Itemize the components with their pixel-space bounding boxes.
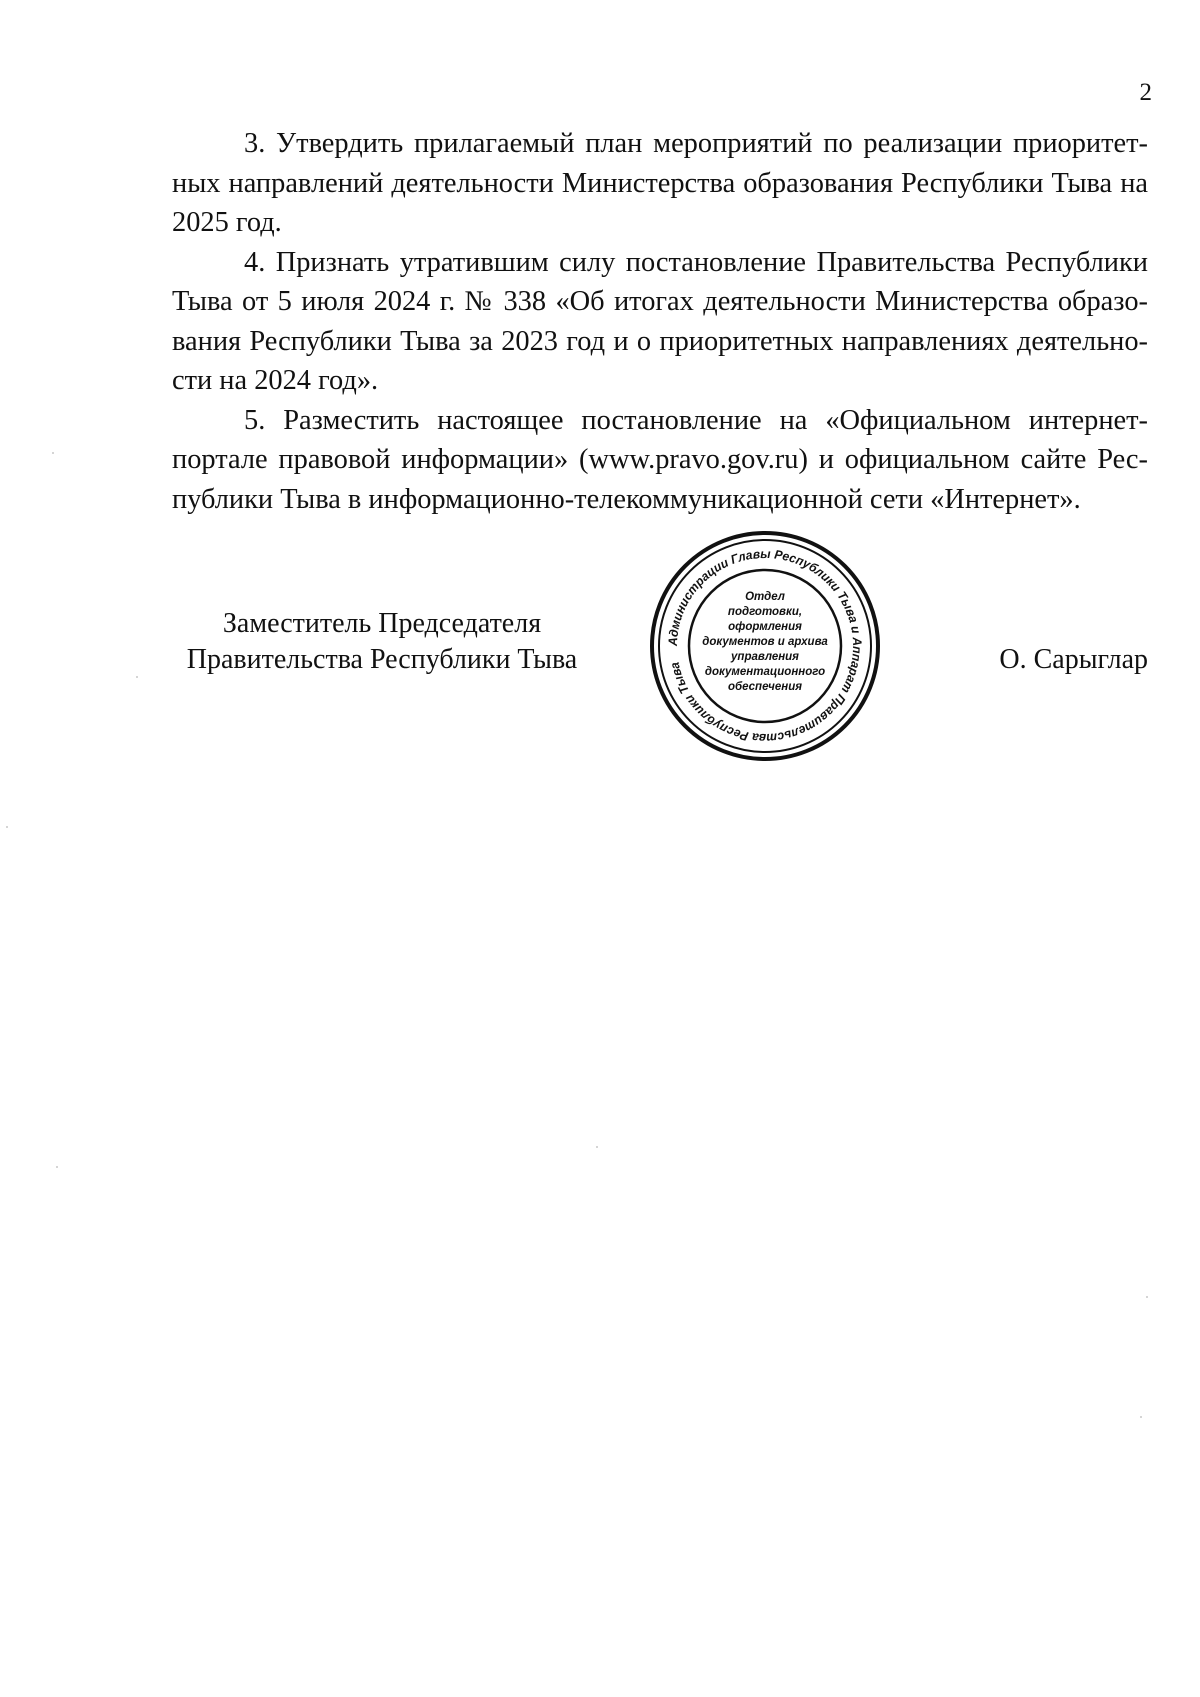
scan-speck	[1140, 1416, 1142, 1418]
paragraph-3-approve-plan: 3. Утвердить прилагаемый план мероприятий по реализации приоритетных направлений деятельности Министерства образования Республики Тыва на 2025 год.	[172, 128, 1148, 238]
scan-speck	[596, 1146, 598, 1148]
scan-speck	[52, 452, 54, 454]
stamp-center-line: подготовки,	[727, 606, 803, 618]
scan-speck	[56, 1166, 58, 1168]
scan-speck	[1146, 1296, 1148, 1298]
stamp-center-line: обеспечения	[727, 681, 803, 693]
official-stamp	[645, 526, 885, 766]
signature-block	[0, 526, 1200, 766]
signer-position	[172, 606, 592, 678]
paragraph-4-repeal-resolution: 4. Признать утратившим силу постановление Правительства Республики Тыва от 5 июля 2024 г. № 338 «Об итогах деятельности Министерства образования Республики Тыва за 2023 год и о приоритетных направлениях деятельности на 2024 год».	[172, 246, 1148, 396]
stamp-center-line: документационного	[704, 666, 826, 678]
signer-position-line-1: Заместитель Председателя	[222, 608, 542, 639]
stamp-ring-text: Администрации Главы Республики Тыва и Аппарат Правительства Республики Тыва	[665, 546, 865, 746]
stamp-center-line: оформления	[728, 621, 802, 633]
page-number: 2	[1139, 79, 1152, 106]
stamp-center-line: документов и архива	[702, 636, 828, 648]
signer-position-line-2: Правительства Республики Тыва	[186, 644, 578, 675]
stamp-center-line: Отдел	[745, 591, 785, 603]
document-body	[172, 124, 1148, 519]
stamp-center-line: управления	[731, 651, 799, 663]
stamp-center-text	[702, 591, 828, 693]
stamp-seal	[645, 526, 885, 766]
scan-speck	[6, 826, 8, 828]
signer-name: О. Сарыглар	[999, 644, 1148, 675]
paragraph-5-publication: 5. Разместить настоящее постановление на «Официальном интернет-портале правовой информации» (www.pravo.gov.ru) и официальном сайте Республики Тыва в информационно-телекоммуникационной сети «Интернет».	[172, 404, 1148, 515]
scan-speck	[136, 676, 138, 678]
